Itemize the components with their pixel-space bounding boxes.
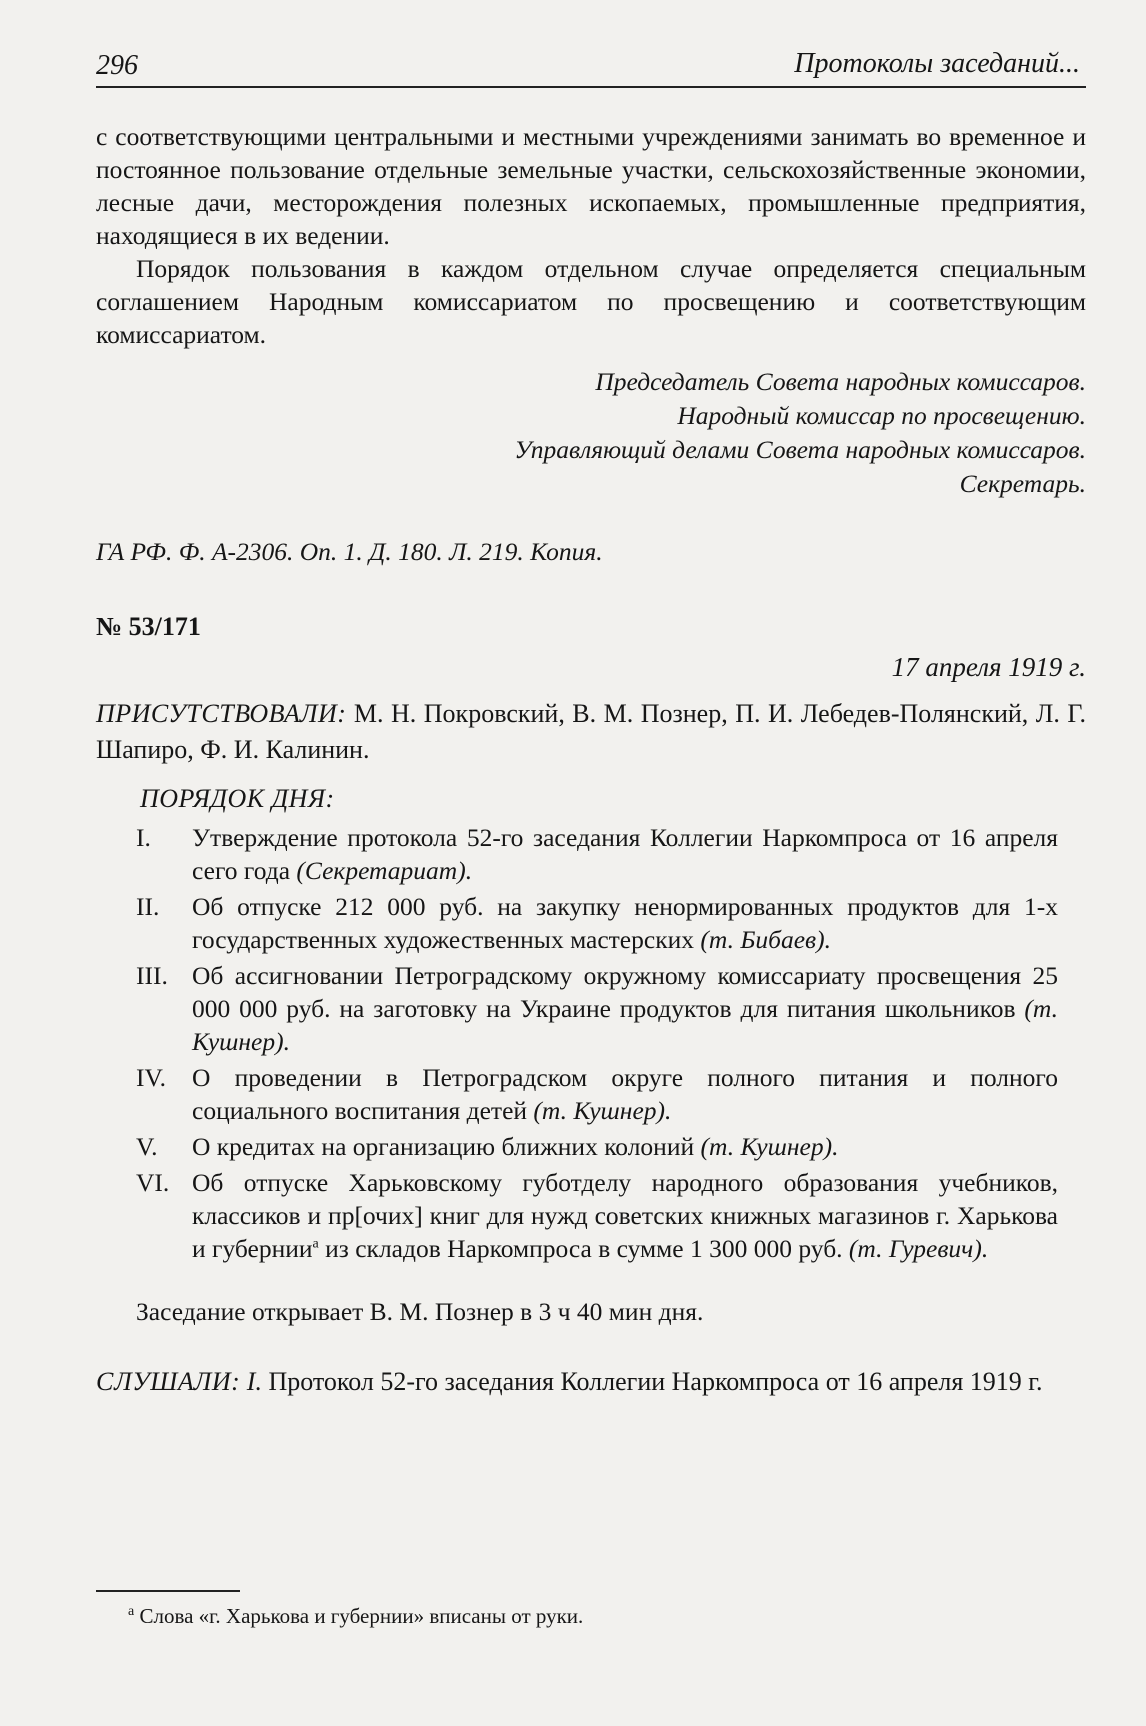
attendees	[96, 696, 1086, 768]
footnote-text: Слова «г. Харькова и губернии» вписаны от руки.	[139, 1604, 584, 1628]
agenda-number: VI.	[136, 1168, 170, 1197]
agenda-item	[96, 1166, 1086, 1265]
signature-block	[96, 365, 1086, 501]
agenda-text	[192, 1166, 1086, 1265]
agenda-item	[96, 890, 1086, 956]
page-number: 296	[96, 50, 138, 81]
signature-line: Управляющий делами Совета народных комиссаров.	[514, 435, 1086, 464]
archive-reference: ГА РФ. Ф. А-2306. Оп. 1. Д. 180. Л. 219. Копия.	[96, 537, 603, 566]
heard-label: СЛУШАЛИ:	[96, 1367, 241, 1396]
heard-section	[96, 1364, 1086, 1399]
agenda-number: II.	[136, 892, 160, 921]
agenda-text	[192, 1061, 1086, 1127]
agenda-responsible: (т. Кушнер).	[192, 994, 1058, 1056]
agenda-text-body: Об отпуске Харьковскому губотделу народного образования учебников, классиков и пр[очих] книг для нужд советских книжных магазинов г. Харькова и губернии	[192, 1168, 1058, 1263]
agenda-item	[96, 821, 1086, 887]
agenda-number: V.	[136, 1132, 158, 1161]
document-number: № 53/171	[96, 612, 201, 641]
attendees-names: М. Н. Покровский, В. М. Познер, П. И. Лебедев-Полянский, Л. Г. Шапиро, Ф. И. Калинин.	[96, 699, 1086, 764]
document-date: 17 апреля 1919 г.	[891, 652, 1086, 682]
agenda-text-body: Утверждение протокола 52-го заседания Коллегии Наркомпроса от 16 апреля сего года	[192, 823, 1058, 885]
agenda-list	[96, 821, 1086, 1265]
header-rule	[96, 86, 1086, 88]
footnote-mark: а	[128, 1604, 135, 1619]
agenda-text	[192, 890, 1086, 956]
paragraph-order-of-use: Порядок пользования в каждом отдельном случае определяется специальным соглашением Народным комиссариатом по просвещению и соответствующим комиссариатом.	[96, 254, 1086, 349]
agenda-text	[192, 959, 1086, 1058]
agenda-item	[96, 1061, 1086, 1127]
agenda-number: III.	[136, 961, 168, 990]
agenda-responsible: (т. Бибаев).	[700, 925, 831, 954]
footnote-rule	[96, 1590, 240, 1592]
agenda-title: ПОРЯДОК ДНЯ:	[140, 784, 335, 813]
attendees-label: ПРИСУТСТВОВАЛИ:	[96, 699, 347, 728]
signature-line: Секретарь.	[959, 469, 1086, 498]
agenda-text	[192, 821, 1086, 887]
page-body	[96, 120, 1086, 1399]
agenda-responsible: (Секретариат).	[296, 856, 473, 885]
agenda-text-body: Об отпуске 212 000 руб. на закупку ненормированных продуктов для 1-х государственных художественных мастерских	[192, 892, 1058, 954]
opening-statement: Заседание открывает В. М. Познер в 3 ч 40 мин дня.	[136, 1297, 704, 1326]
agenda-text-tail: из складов Наркомпроса в сумме 1 300 000 руб.	[318, 1234, 843, 1263]
agenda-text-body: О кредитах на организацию ближних колоний	[192, 1132, 695, 1161]
footnote	[128, 1604, 583, 1629]
heard-text: Протокол 52-го заседания Коллегии Наркомпроса от 16 апреля 1919 г.	[268, 1367, 1043, 1396]
signature-line: Председатель Совета народных комиссаров.	[595, 367, 1086, 396]
agenda-number: IV.	[136, 1063, 166, 1092]
agenda-text-body: О проведении в Петроградском округе полного питания и полного социального воспитания детей	[192, 1063, 1058, 1125]
page-header	[96, 44, 1086, 88]
agenda-text	[192, 1130, 1086, 1163]
agenda-text-body: Об ассигновании Петроградскому окружному комиссариату просвещения 25 000 000 руб. на заготовку на Украине продуктов для питания школьников	[192, 961, 1058, 1023]
running-title: Протоколы заседаний...	[794, 48, 1080, 79]
agenda-responsible: (т. Кушнер).	[533, 1096, 672, 1125]
signature-line: Народный комиссар по просвещению.	[677, 401, 1086, 430]
paragraph-continuation: с соответствующими центральными и местными учреждениями занимать во временное и постоянное пользование отдельные земельные участки, сельскохозяйственные экономии, лесные дачи, месторождения полезных ископаемых, промышленные предприятия, находящиеся в их ведении.	[96, 122, 1086, 250]
agenda-responsible: (т. Кушнер).	[700, 1132, 839, 1161]
heard-item-number: I.	[246, 1367, 262, 1396]
agenda-item	[96, 1130, 1086, 1163]
agenda-number: I.	[136, 823, 151, 852]
agenda-item	[96, 959, 1086, 1058]
footnote-marker: а	[312, 1236, 319, 1252]
agenda-responsible: (т. Гуревич).	[848, 1234, 989, 1263]
